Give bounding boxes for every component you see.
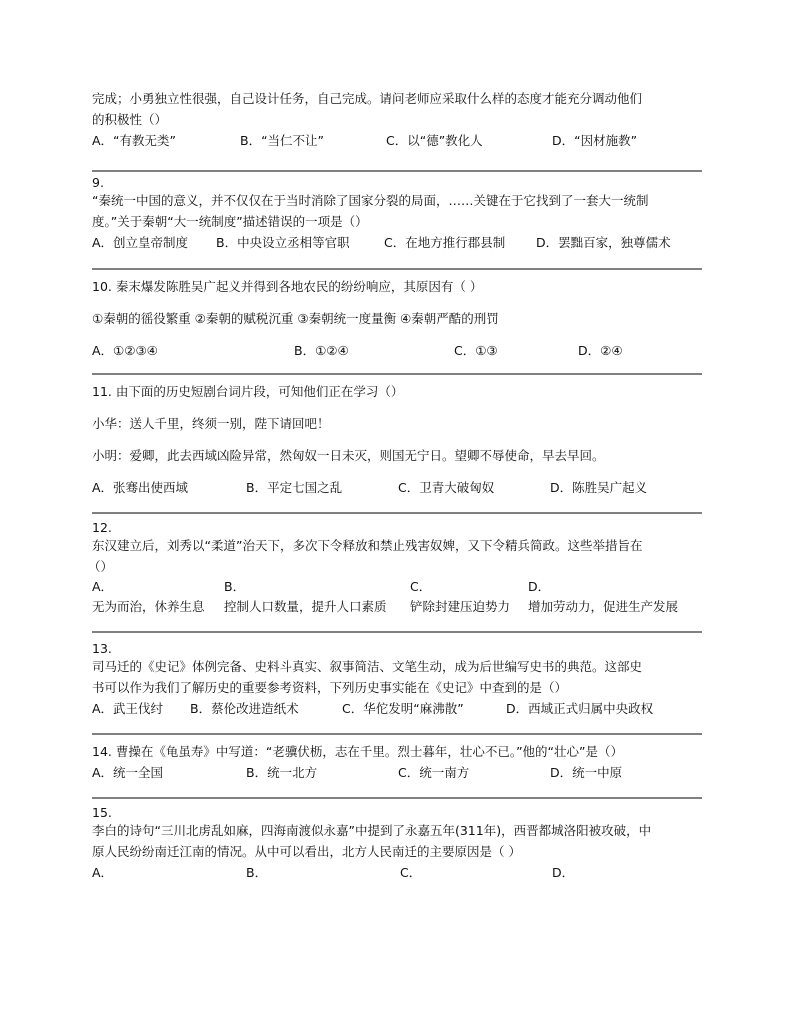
question-13 — [92, 641, 702, 719]
q13-options — [92, 698, 702, 719]
q12-option-c: 铲除封建压迫势力 — [410, 599, 511, 614]
q15-letter-a: A． — [92, 865, 114, 880]
divider — [92, 733, 702, 735]
q15-stem-line2: 原人民纷纷南迁江南的情况。从中可以看出，北方人民南迁的主要原因是（ ） — [92, 844, 521, 859]
question-14 — [92, 741, 702, 783]
q15-options — [92, 862, 702, 883]
q9-option-c: C．在地方推行郡县制 — [384, 235, 506, 250]
q12-letter-b: B． — [224, 579, 246, 594]
divider — [92, 512, 702, 514]
q9-option-d: D．罢黜百家，独尊儒术 — [536, 235, 671, 250]
q14-option-d: D．统一中原 — [550, 765, 623, 780]
divider — [92, 268, 702, 270]
divider — [92, 170, 702, 172]
q8-stem-line2: 的积极性（） — [92, 112, 168, 127]
q8-option-b: B．“当仁不让” — [240, 133, 325, 148]
q11-options — [92, 477, 702, 498]
q12-option-texts — [92, 597, 702, 617]
q10-stem: 10. 秦末爆发陈胜吴广起义并得到各地农民的纷纷响应，其原因有（ ） — [92, 279, 483, 294]
q12-number: 12. — [92, 520, 112, 535]
question-10 — [92, 276, 702, 361]
q11-option-c: C．卫青大破匈奴 — [398, 480, 495, 495]
q12-letter-a: A． — [92, 579, 114, 594]
q12-letter-d: D． — [528, 579, 551, 594]
q8-option-a: A．“有教无类” — [92, 133, 177, 148]
q11-stem: 11. 由下面的历史短剧台词片段，可知他们正在学习（） — [92, 384, 404, 399]
question-8 — [92, 88, 702, 151]
q13-option-c: C．华佗发明“麻沸散” — [342, 701, 464, 716]
q10-option-a: A．①②③④ — [92, 343, 158, 358]
q12-stem-line2: （） — [88, 559, 114, 574]
q12-letter-c: C． — [410, 579, 432, 594]
divider — [92, 631, 702, 633]
q8-option-d: D．“因材施教” — [552, 133, 638, 148]
q9-stem-line2: 度。”关于秦朝“大一统制度”描述错误的一项是（） — [92, 214, 368, 229]
q14-stem: 14. 曹操在《龟虽寿》中写道：“老骥伏枥，志在千里。烈士暮年，壮心不已。”他的“壮心”是（） — [92, 744, 624, 759]
q13-stem-line1: 司马迁的《史记》体例完备、史料斗真实、叙事简洁、文笔生动，成为后世编写史书的典范。这部史 — [92, 659, 643, 674]
q11-line-xiaohua: 小华：送人千里，终须一别，陛下请回吧！ — [92, 416, 330, 431]
q8-option-c: C．以“德”教化人 — [386, 133, 483, 148]
divider — [92, 797, 702, 799]
q15-letter-c: C． — [400, 865, 422, 880]
exam-page — [88, 88, 702, 883]
q13-stem-line2: 书可以作为我们了解历史的重要参考资料，下列历史事实能在《史记》中查到的是（） — [92, 680, 568, 695]
q11-line-xiaoming: 小明：爱卿，此去西域凶险异常，然匈奴一日未灭，则国无宁日。望卿不辱使命，早去早回。 — [92, 448, 605, 463]
q15-letter-b: B． — [246, 865, 268, 880]
q9-stem-line1: “秦统一中国的意义，并不仅仅在于当时消除了国家分裂的局面，……关键在于它找到了一套大一统制 — [92, 193, 649, 208]
q9-option-a: A．创立皇帝制度 — [92, 235, 189, 250]
q12-stem-line1: 东汉建立后，刘秀以“柔道”治天下，多次下令释放和禁止残害奴婢，又下令精兵简政。这些举措旨在 — [92, 538, 643, 553]
question-9 — [92, 175, 702, 253]
q13-option-b: B．蔡伦改进造纸术 — [190, 701, 299, 716]
q13-option-d: D．西域正式归属中央政权 — [506, 701, 654, 716]
q10-items: ①秦朝的徭役繁重 ②秦朝的赋税沉重 ③秦朝统一度量衡 ④秦朝严酷的刑罚 — [92, 311, 499, 326]
question-15 — [92, 805, 702, 883]
q8-stem-line1: 完成；小勇独立性很强，自己设计任务，自己完成。请问老师应采取什么样的态度才能充分调动他们 — [92, 91, 643, 106]
q10-options — [92, 340, 702, 361]
q9-option-b: B．中央设立丞相等官职 — [216, 235, 350, 250]
q10-option-b: B．①②④ — [294, 343, 349, 358]
q14-option-b: B．统一北方 — [246, 765, 318, 780]
q12-option-letters — [92, 577, 702, 597]
q12-option-b: 控制人口数量，提升人口素质 — [224, 599, 387, 614]
q12-option-d: 增加劳动力，促进生产发展 — [528, 599, 679, 614]
q8-options — [92, 130, 702, 151]
q15-number: 15. — [92, 805, 112, 820]
q10-option-d: D．②④ — [578, 343, 623, 358]
q13-option-a: A．武王伐纣 — [92, 701, 164, 716]
q12-option-a: 无为而治，休养生息 — [92, 599, 205, 614]
q10-option-c: C．①③ — [454, 343, 498, 358]
q15-letter-d: D． — [552, 865, 575, 880]
q11-option-d: D．陈胜吴广起义 — [550, 480, 648, 495]
q9-options — [92, 232, 702, 253]
question-11 — [92, 381, 702, 498]
q15-stem-line1: 李白的诗句“三川北虏乱如麻，四海南渡似永嘉”中提到了永嘉五年(311年)，西晋都城洛阳被攻破，中 — [92, 823, 652, 838]
q11-option-b: B．平定七国之乱 — [246, 480, 343, 495]
divider — [92, 373, 702, 375]
question-12 — [88, 520, 702, 617]
q9-number: 9. — [92, 175, 104, 190]
q11-option-a: A．张骞出使西域 — [92, 480, 189, 495]
q14-option-c: C．统一南方 — [398, 765, 470, 780]
q13-number: 13. — [92, 641, 112, 656]
q14-option-a: A．统一全国 — [92, 765, 164, 780]
q14-options — [92, 762, 702, 783]
